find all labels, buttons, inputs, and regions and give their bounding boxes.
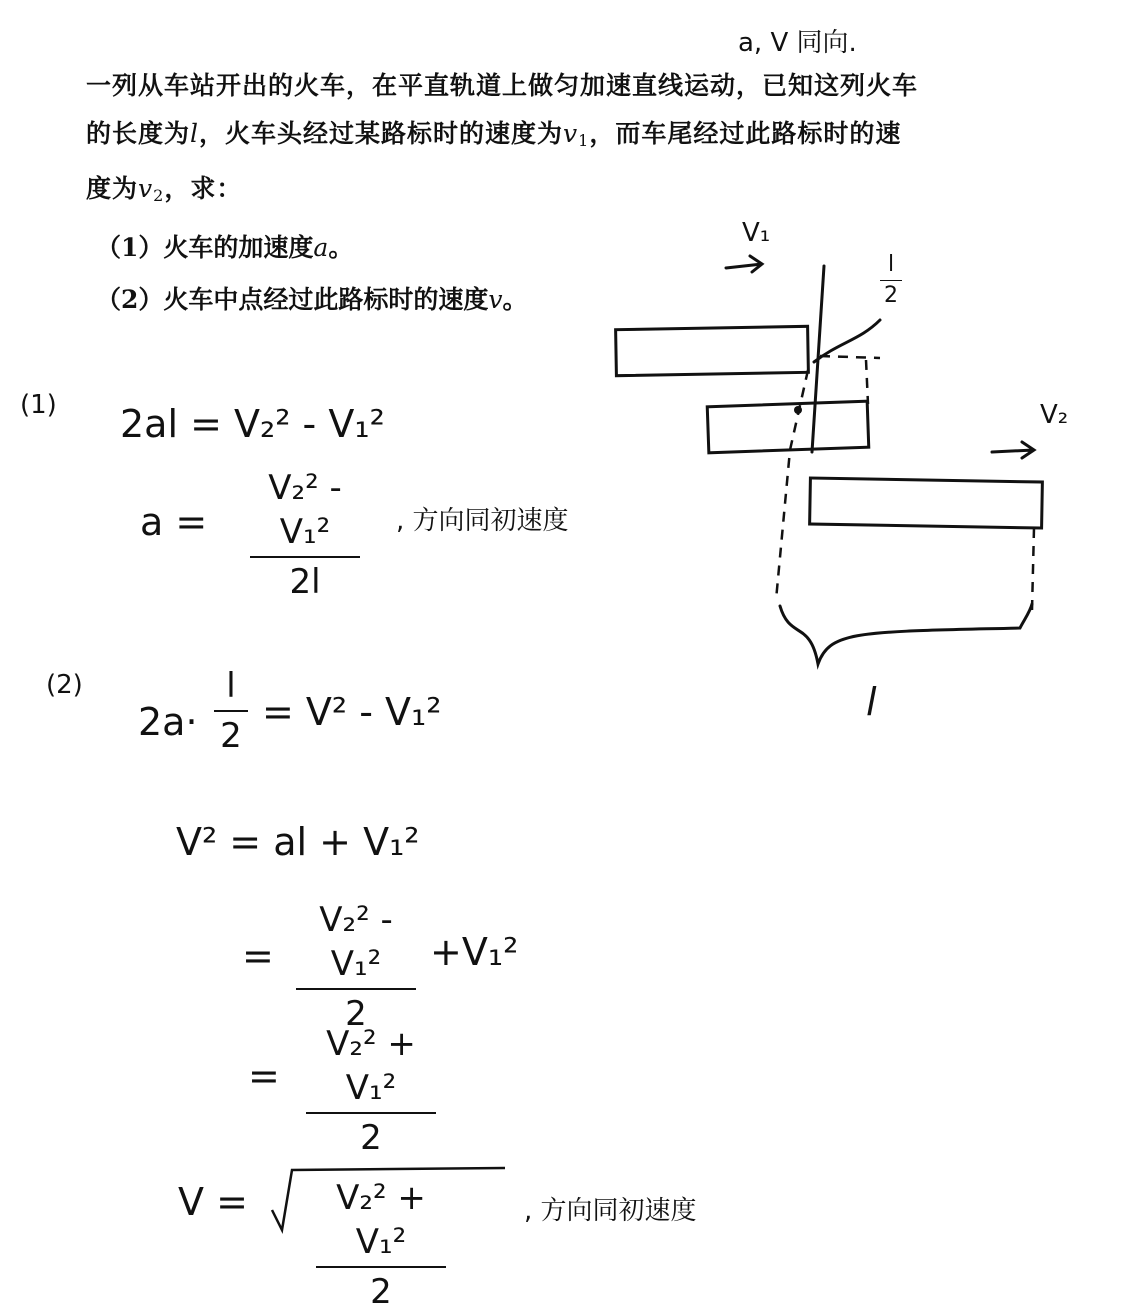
equation-5-plus: +V₁² [430,930,519,974]
dashed-guide-right [1032,528,1034,610]
equation-6-fraction: V₂² + V₁² 2 [306,1022,436,1160]
equation-3-fraction: l 2 [214,664,248,758]
dashed-guide-left [776,370,808,600]
equation-7-fraction: V₂² + V₁² 2 [316,1176,446,1314]
part-2-label: (2) [46,670,83,700]
half-length-label: l 2 [880,252,902,309]
equation-4: V² = al + V₁² [176,820,420,864]
equation-6-equals: = [248,1054,280,1098]
equation-3-rhs: = V² - V₁² [262,690,442,734]
equation-1: 2al = V₂² - V₁² [120,402,385,446]
equation-5-fraction: V₂² - V₁² 2 [296,898,416,1036]
train-position-1 [616,326,809,375]
v1-symbol: $v_1$ [563,119,590,150]
length-label: l [866,680,877,724]
equation-2-note: , 方向同初速度 [396,506,569,536]
problem-line-2: 的长度为l，火车头经过某路标时的速度为$v_1$，而车尾经过此路标时的速 [86,119,902,150]
problem-statement [86,62,1076,220]
train-position-2 [707,401,869,453]
length-symbol: l [190,119,200,148]
question-1: （1）火车的加速度a。 [96,233,354,262]
problem-line-1: 一列从车站开出的火车，在平直轨道上做匀加速直线运动，已知这列火车 [86,71,919,100]
length-brace [780,604,1032,664]
v2-arrow [992,442,1034,458]
question-2: （2）火车中点经过此路标时的速度v。 [96,285,528,314]
v1-label: V₁ [742,218,771,248]
train-position-3 [810,478,1043,528]
half-length-brace [814,320,880,362]
equation-3-lhs: 2a· [138,700,198,744]
equation-7-lhs: V = [178,1180,248,1224]
problem-line-3: 度为$v_2$，求： [86,174,243,205]
midpoint-dot [794,406,802,414]
v2-symbol: $v_2$ [138,174,165,205]
equation-7-note: , 方向同初速度 [524,1196,697,1226]
handwritten-note-direction: a, V 同向. [738,28,857,58]
equation-2-fraction: V₂² - V₁² 2l [250,466,360,604]
part-1-label: (1) [20,390,57,420]
equation-2-lhs: a = [140,500,208,544]
v2-label: V₂ [1040,400,1069,430]
equation-5-equals: = [242,934,274,978]
v1-arrow [726,256,762,272]
road-sign-line [812,266,824,452]
